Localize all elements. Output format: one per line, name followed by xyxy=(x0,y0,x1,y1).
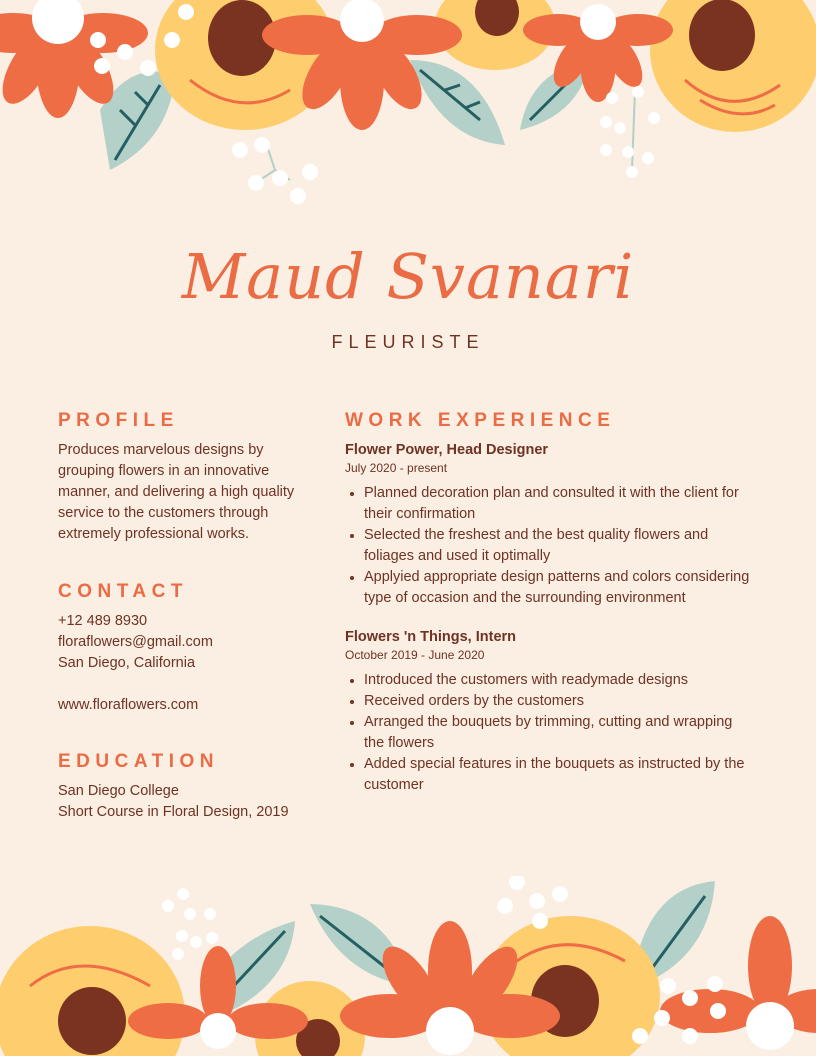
left-column xyxy=(58,410,318,823)
contact-email[interactable]: floraflowers@gmail.com xyxy=(58,634,213,650)
job-date: July 2020 - present xyxy=(345,461,448,475)
job-bullets xyxy=(345,483,755,609)
job-bullet: • Added special features in the bouquets as instructed by the customer xyxy=(364,754,755,796)
job-entry xyxy=(345,442,755,609)
education-school: San Diego College xyxy=(58,783,179,799)
job-bullet: • Applyied appropriate design patterns and colors considering type of occasion and the surrounding environment xyxy=(364,567,755,609)
job-bullet: • Selected the freshest and the best quality flowers and foliages and used it optimally xyxy=(364,525,755,567)
job-title: Flower Power, Head Designer xyxy=(345,442,549,458)
job-bullet: • Planned decoration plan and consulted it with the client for their confirmation xyxy=(364,483,755,525)
job-entry xyxy=(345,629,755,796)
job-bullets xyxy=(345,670,755,796)
job-date: October 2019 - June 2020 xyxy=(345,648,485,662)
resume-name: Maud Svanari xyxy=(181,240,635,313)
education-course: Short Course in Floral Design, 2019 xyxy=(58,804,289,820)
contact-phone: +12 489 8930 xyxy=(58,613,148,629)
contact-section xyxy=(58,581,318,716)
contact-website[interactable]: www.floraflowers.com xyxy=(58,697,199,713)
education-section xyxy=(58,751,318,823)
education-heading: EDUCATION xyxy=(58,751,220,772)
job-bullet: • Introduced the customers with readymade designs xyxy=(364,670,755,691)
job-bullet: • Received orders by the customers xyxy=(364,691,755,712)
contact-heading: CONTACT xyxy=(58,581,188,602)
bottom-floral-decoration xyxy=(0,876,816,1056)
work-experience-heading: WORK EXPERIENCE xyxy=(345,410,616,431)
profile-text: Produces marvelous designs by grouping flowers in an innovative manner, and delivering a high quality service to the customers through extremely professional works. xyxy=(58,442,295,542)
job-bullet: • Arranged the bouquets by trimming, cutting and wrapping the flowers xyxy=(364,712,755,754)
resume-job-title: FLEURISTE xyxy=(331,332,485,352)
profile-heading: PROFILE xyxy=(58,410,179,431)
profile-section xyxy=(58,410,318,545)
contact-location: San Diego, California xyxy=(58,655,196,671)
job-title: Flowers 'n Things, Intern xyxy=(345,629,517,645)
right-column xyxy=(345,410,755,796)
top-floral-decoration xyxy=(0,0,816,215)
